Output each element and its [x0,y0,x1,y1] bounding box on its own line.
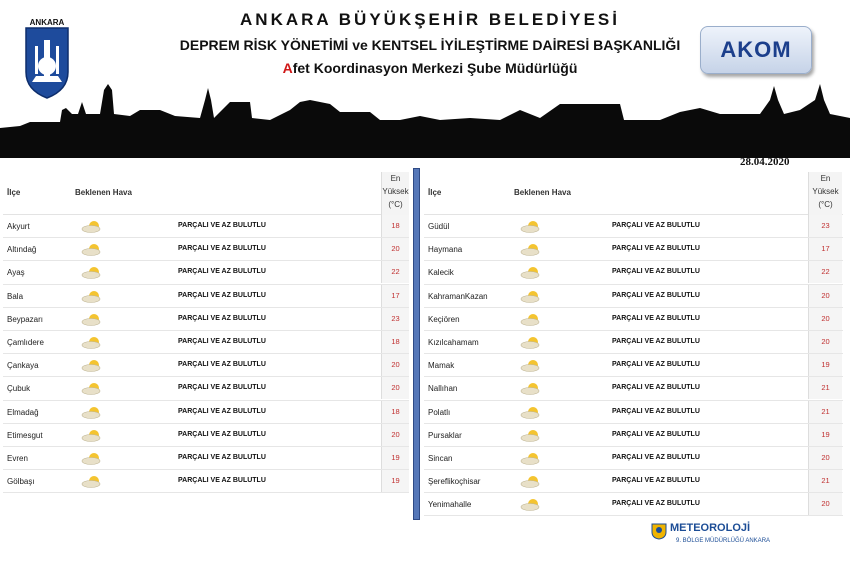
weather-condition: PARÇALI VE AZ BULUTLU [178,268,266,276]
max-temperature: 17 [808,238,842,260]
district-name: Etimesgut [7,430,43,440]
weather-condition: PARÇALI VE AZ BULUTLU [612,430,700,438]
district-name: Altındağ [7,245,37,255]
district-name: Keçiören [428,314,460,324]
partly-cloudy-icon [520,243,544,256]
max-temperature: 20 [381,354,409,376]
table-row [3,424,409,447]
max-temperature: 20 [381,424,409,446]
max-temperature: 19 [381,470,409,492]
partly-cloudy-icon [520,336,544,349]
district-name: Çubuk [7,384,31,394]
table-row [424,308,843,331]
weather-header: Beklenen Hava [75,188,132,197]
partly-cloudy-icon [81,406,105,419]
weather-condition: PARÇALI VE AZ BULUTLU [612,314,700,322]
table-body [424,215,843,516]
weather-condition: PARÇALI VE AZ BULUTLU [612,453,700,461]
partly-cloudy-icon [81,243,105,256]
district-name: Çamlıdere [7,337,44,347]
partly-cloudy-icon [520,266,544,279]
table-row [424,261,843,284]
table-row [424,424,843,447]
table-row [424,401,843,424]
max-temperature: 21 [808,470,842,492]
max-temperature: 22 [381,261,409,283]
partly-cloudy-icon [81,313,105,326]
max-temperature: 21 [808,377,842,399]
table-body [3,215,409,493]
partly-cloudy-icon [81,475,105,488]
district-name: Kalecik [428,268,454,278]
max-temperature: 19 [381,447,409,469]
table-row [424,470,843,493]
weather-condition: PARÇALI VE AZ BULUTLU [612,245,700,253]
weather-condition: PARÇALI VE AZ BULUTLU [178,384,266,392]
akom-logo: AKOM [700,26,812,74]
table-row [3,261,409,284]
max-temperature: 22 [808,261,842,283]
district-header: İlçe [428,188,442,197]
max-temperature: 20 [381,238,409,260]
district-name: Gölbaşı [7,477,35,487]
weather-condition: PARÇALI VE AZ BULUTLU [178,361,266,369]
partly-cloudy-icon [81,336,105,349]
table-row [424,331,843,354]
table-row [3,447,409,470]
weather-condition: PARÇALI VE AZ BULUTLU [612,407,700,415]
partly-cloudy-icon [81,382,105,395]
district-name: Kızılcahamam [428,337,479,347]
forecast-table-left [3,170,409,493]
report-date: 28.04.2020 [740,156,790,168]
weather-condition: PARÇALI VE AZ BULUTLU [612,291,700,299]
max-temperature: 20 [808,493,842,515]
district-header: İlçe [7,188,21,197]
partly-cloudy-icon [520,313,544,326]
table-row [3,238,409,261]
max-temperature: 18 [381,215,409,237]
table-row [3,377,409,400]
district-name: Şereflikoçhisar [428,477,481,487]
table-row [3,354,409,377]
weather-condition: PARÇALI VE AZ BULUTLU [612,361,700,369]
partly-cloudy-icon [81,266,105,279]
district-name: Bala [7,291,24,301]
temp-header: En Yüksek (°C) [808,172,842,215]
max-temperature: 18 [381,331,409,353]
district-name: Güdül [428,222,450,231]
table-row [424,447,843,470]
temp-header: En Yüksek (°C) [381,172,409,215]
department-title: DEPREM RİSK YÖNETİMİ ve KENTSEL İYİLEŞTİRME DAİRESİ BAŞKANLIĞI [179,37,681,53]
column-divider [413,168,420,520]
max-temperature: 20 [808,447,842,469]
weather-condition: PARÇALI VE AZ BULUTLU [178,453,266,461]
weather-condition: PARÇALI VE AZ BULUTLU [178,222,266,229]
partly-cloudy-icon [520,475,544,488]
table-row [3,401,409,424]
weather-condition: PARÇALI VE AZ BULUTLU [612,500,700,508]
table-header [3,170,409,215]
table-row [424,354,843,377]
partly-cloudy-icon [520,382,544,395]
max-temperature: 19 [808,424,842,446]
max-temperature: 20 [808,285,842,307]
weather-condition: PARÇALI VE AZ BULUTLU [178,477,266,485]
district-name: Beypazarı [7,314,44,324]
weather-condition: PARÇALI VE AZ BULUTLU [178,291,266,299]
branch-title: Afet Koordinasyon Merkezi Şube Müdürlüğü [282,60,578,76]
table-row [3,470,409,493]
weather-condition: PARÇALI VE AZ BULUTLU [178,337,266,345]
district-name: Mamak [428,361,455,371]
ankara-skyline-silhouette [0,80,850,158]
weather-condition: PARÇALI VE AZ BULUTLU [612,477,700,485]
forecast-table-right [424,170,843,516]
municipality-title: ANKARA BÜYÜKŞEHİR BELEDİYESİ [240,10,620,29]
table-row [3,331,409,354]
weather-condition: PARÇALI VE AZ BULUTLU [178,245,266,253]
district-name: KahramanKazan [428,291,488,301]
table-row [424,238,843,261]
district-name: Pursaklar [428,430,462,440]
max-temperature: 20 [381,377,409,399]
partly-cloudy-icon [520,406,544,419]
max-temperature: 18 [381,401,409,423]
max-temperature: 23 [381,308,409,330]
weather-condition: PARÇALI VE AZ BULUTLU [178,407,266,415]
partly-cloudy-icon [81,359,105,372]
weather-condition: PARÇALI VE AZ BULUTLU [612,384,700,392]
partly-cloudy-icon [81,290,105,303]
district-name: Elmadağ [7,407,39,417]
max-temperature: 20 [808,308,842,330]
meteoroloji-logo [650,520,800,550]
partly-cloudy-icon [520,220,544,233]
district-name: Yenimahalle [428,500,472,510]
district-name: Evren [7,453,28,463]
table-row [3,285,409,308]
district-name: Polatlı [428,407,451,417]
district-name: Çankaya [7,361,39,371]
weather-condition: PARÇALI VE AZ BULUTLU [612,337,700,345]
max-temperature: 23 [808,215,842,237]
partly-cloudy-icon [520,452,544,465]
table-row [424,377,843,400]
partly-cloudy-icon [520,498,544,511]
district-name: Sincan [428,453,453,463]
max-temperature: 20 [808,331,842,353]
table-row [424,493,843,516]
district-name: Nallıhan [428,384,458,394]
table-row [424,215,843,238]
partly-cloudy-icon [520,429,544,442]
partly-cloudy-icon [81,452,105,465]
table-header [424,170,843,215]
table-row [3,308,409,331]
svg-text:ANKARA: ANKARA [29,18,65,27]
partly-cloudy-icon [520,359,544,372]
weather-condition: PARÇALI VE AZ BULUTLU [178,314,266,322]
weather-condition: PARÇALI VE AZ BULUTLU [178,430,266,438]
meteoroloji-emblem-icon [650,522,668,540]
weather-condition: PARÇALI VE AZ BULUTLU [612,222,700,229]
partly-cloudy-icon [81,220,105,233]
weather-header: Beklenen Hava [514,188,571,197]
table-row [424,285,843,308]
partly-cloudy-icon [520,290,544,303]
max-temperature: 19 [808,354,842,376]
meteoroloji-subtitle: 9. BÖLGE MÜDÜRLÜĞÜ ANKARA [676,538,771,544]
max-temperature: 17 [381,285,409,307]
max-temperature: 21 [808,401,842,423]
district-name: Haymana [428,245,463,255]
weather-condition: PARÇALI VE AZ BULUTLU [612,268,700,276]
meteoroloji-title: METEOROLOJİ [670,522,751,534]
partly-cloudy-icon [81,429,105,442]
district-name: Akyurt [7,222,30,231]
page-header [0,0,850,158]
district-name: Ayaş [7,268,25,278]
table-row [3,215,409,238]
